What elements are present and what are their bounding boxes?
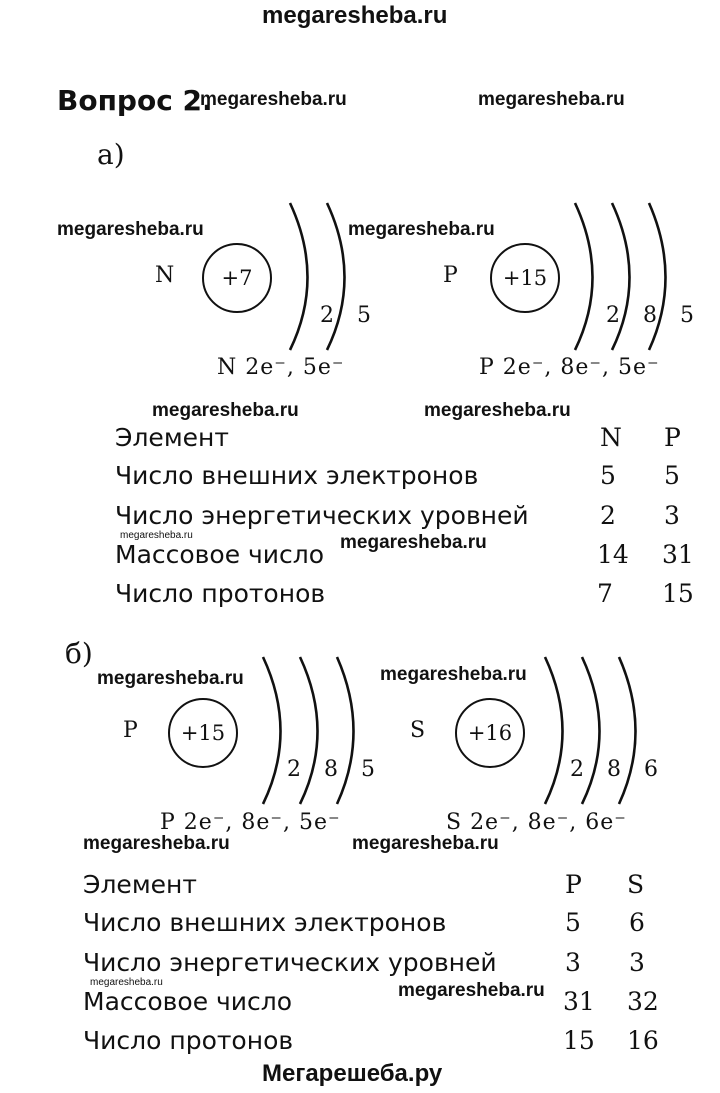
- nucleus-charge: +15: [502, 266, 548, 290]
- shell-count: 6: [644, 757, 658, 782]
- shell-count: 5: [680, 303, 694, 328]
- nucleus: [490, 243, 560, 313]
- table-row-label: Число протонов: [115, 579, 326, 608]
- watermark: megaresheba.ru: [152, 400, 299, 421]
- table-header-cell: N: [600, 423, 622, 452]
- atom-symbol: S: [410, 718, 426, 743]
- watermark: megaresheba.ru: [120, 530, 193, 541]
- table-header-cell: P: [664, 423, 681, 452]
- atom-symbol: P: [443, 263, 458, 288]
- part-a-label: а): [97, 138, 125, 171]
- electron-shell-arcs: [285, 198, 365, 358]
- nucleus-charge: +7: [221, 266, 253, 290]
- watermark: megaresheba.ru: [478, 89, 625, 110]
- table-cell: 6: [629, 908, 645, 937]
- table-row-label: Число внешних электронов: [115, 461, 479, 490]
- shell-count: 5: [361, 757, 375, 782]
- watermark: megaresheba.ru: [57, 219, 204, 240]
- table-cell: 7: [597, 579, 613, 608]
- atom-symbol: N: [155, 263, 175, 288]
- shell-count: 5: [357, 303, 371, 328]
- watermark: megaresheba.ru: [340, 532, 487, 553]
- table-row-label: Массовое число: [115, 540, 325, 569]
- table-cell: 15: [662, 579, 694, 608]
- table-header-cell: S: [627, 870, 645, 899]
- watermark: megaresheba.ru: [97, 668, 244, 689]
- electron-config: S 2e⁻, 8e⁻, 6e⁻: [446, 810, 627, 835]
- watermark: megaresheba.ru: [398, 980, 545, 1001]
- table-row-label: Число энергетических уровней: [115, 501, 529, 530]
- table-cell: 5: [565, 908, 581, 937]
- electron-shell-arcs: [570, 198, 680, 358]
- table-cell: 2: [600, 501, 616, 530]
- electron-config: P 2e⁻, 8e⁻, 5e⁻: [479, 355, 660, 380]
- shell-count: 2: [570, 757, 584, 782]
- table-header-cell: P: [565, 870, 582, 899]
- watermark: megaresheba.ru: [90, 977, 163, 988]
- table-cell: 31: [563, 987, 595, 1016]
- table-cell: 14: [597, 540, 629, 569]
- watermark: megaresheba.ru: [352, 833, 499, 854]
- table-cell: 31: [662, 540, 694, 569]
- watermark: megaresheba.ru: [83, 833, 230, 854]
- nucleus-charge: +15: [180, 721, 226, 745]
- nucleus-charge: +16: [467, 721, 513, 745]
- electron-shell-arcs: [258, 652, 368, 812]
- shell-count: 8: [607, 757, 621, 782]
- electron-config: P 2e⁻, 8e⁻, 5e⁻: [160, 810, 341, 835]
- table-row-label: Число энергетических уровней: [83, 948, 497, 977]
- part-b-label: б): [65, 637, 93, 670]
- table-header-label: Элемент: [83, 870, 197, 899]
- shell-count: 2: [320, 303, 334, 328]
- watermark-top: megaresheba.ru: [262, 2, 448, 29]
- watermark-bottom: Мегарешеба.ру: [262, 1060, 443, 1087]
- watermark: megaresheba.ru: [424, 400, 571, 421]
- table-row-label: Число внешних электронов: [83, 908, 447, 937]
- table-cell: 32: [627, 987, 659, 1016]
- table-row-label: Число протонов: [83, 1026, 294, 1055]
- question-title: Вопрос 2.: [57, 84, 213, 117]
- shell-count: 8: [643, 303, 657, 328]
- table-row-label: Массовое число: [83, 987, 293, 1016]
- electron-shell-arcs: [540, 652, 650, 812]
- watermark: megaresheba.ru: [348, 219, 495, 240]
- watermark: megaresheba.ru: [200, 89, 347, 110]
- table-cell: 3: [565, 948, 581, 977]
- nucleus: [202, 243, 272, 313]
- table-cell: 3: [629, 948, 645, 977]
- table-cell: 3: [664, 501, 680, 530]
- table-cell: 15: [563, 1026, 595, 1055]
- table-header-label: Элемент: [115, 423, 229, 452]
- table-cell: 5: [600, 461, 616, 490]
- shell-count: 8: [324, 757, 338, 782]
- shell-count: 2: [606, 303, 620, 328]
- electron-config: N 2e⁻, 5e⁻: [217, 355, 345, 380]
- watermark: megaresheba.ru: [380, 664, 527, 685]
- nucleus: [455, 698, 525, 768]
- nucleus: [168, 698, 238, 768]
- atom-symbol: P: [123, 718, 138, 743]
- table-cell: 5: [664, 461, 680, 490]
- shell-count: 2: [287, 757, 301, 782]
- table-cell: 16: [627, 1026, 659, 1055]
